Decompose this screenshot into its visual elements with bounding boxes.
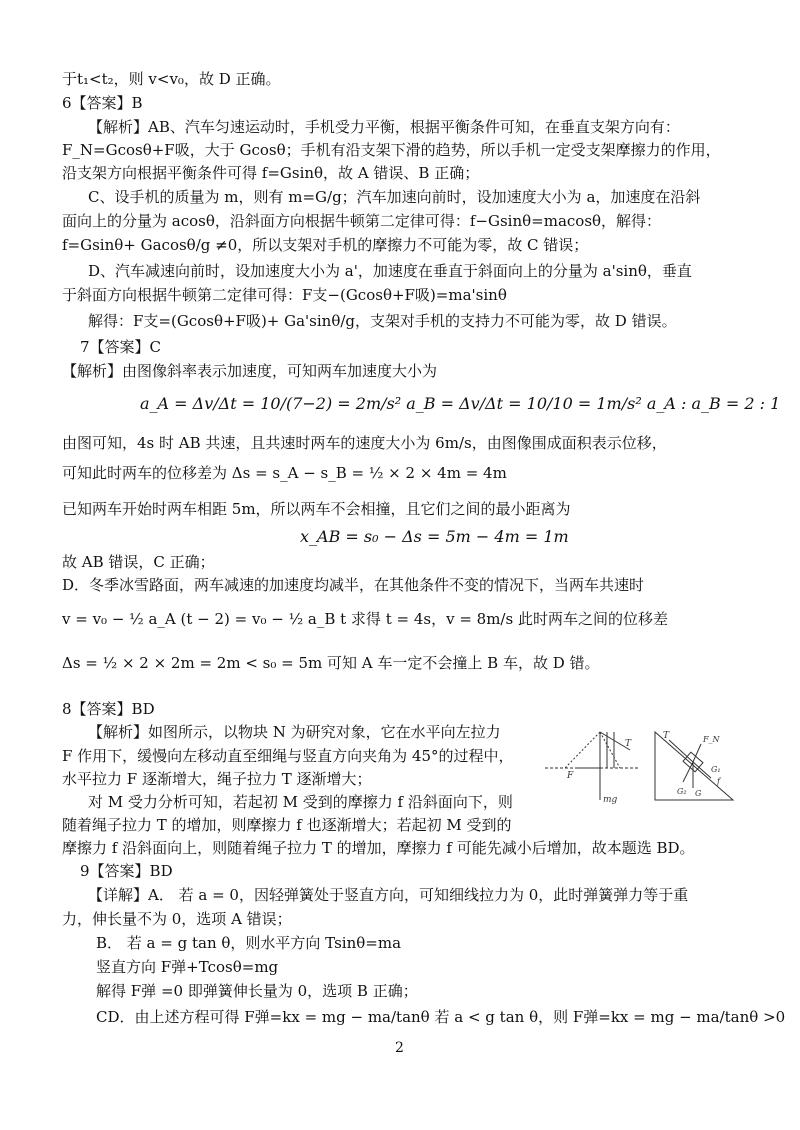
left-force-diagram — [545, 732, 640, 804]
text-line-9: 于斜面方向根据牛顿第二定律可得：F支−(Gcosθ+F吸)=ma'sinθ — [62, 286, 507, 304]
text-line-8: D、汽车减速向前时，设加速度大小为 a'，加速度在垂直于斜面向上的分量为 a'sinθ，垂直 — [88, 262, 692, 280]
text-line-25: 水平拉力 F 逐渐增大，绳子拉力 T 逐渐增大； — [62, 770, 372, 788]
text-line-30: 【详解】A． 若 a = 0，因轻弹簧处于竖直方向，可知细线拉力为 0，此时弹簧弹力等于重 — [88, 886, 689, 904]
equation-accelerations: a_A = Δv/Δt = 10/(7−2) = 2m/s² a_B = Δv/Δt = 10/10 = 1m/s² a_A : a_B = 2 : 1 — [140, 394, 781, 413]
label-mg: mg — [603, 795, 618, 804]
text-line-7: f=Gsinθ+ Gacosθ/g ≠0，所以支架对手机的摩擦力不可能为零，故 C 错误； — [62, 236, 589, 254]
label-G1: G₁ — [711, 765, 721, 774]
text-line-0: 于t₁<t₂，则 v<v₀，故 D 正确。 — [62, 70, 281, 88]
answer-7: 7【答案】C — [80, 338, 162, 356]
text-line-14: 由图可知，4s 时 AB 共速，且共速时两车的速度大小为 6m/s，由图像围成面积表示位移， — [62, 434, 667, 452]
answer-9: 9【答案】BD — [80, 862, 173, 880]
label-F: F — [567, 771, 574, 781]
text-line-2: 【解析】AB、汽车匀速运动时，手机受力平衡，根据平衡条件可知，在垂直支架方向有： — [88, 118, 680, 136]
answer-6: 6【答案】B — [62, 94, 143, 112]
text-line-6: 面向上的分量为 acosθ，沿斜面方向根据牛顿第二定律可得：f−Gsinθ=macosθ，解得： — [62, 212, 662, 230]
text-line-16: 已知两车开始时两车相距 5m，所以两车不会相撞，且它们之间的最小距离为 — [62, 500, 571, 518]
text-line-3: F_N=Gcosθ+F吸，大于 Gcosθ；手机有沿支架下滑的趋势，所以手机一定受支架摩擦力的作用， — [62, 141, 721, 159]
label-G2: G₂ — [677, 787, 687, 796]
text-line-15: 可知此时两车的位移差为 Δs = s_A − s_B = ½ × 2 × 4m = 4m — [62, 464, 507, 482]
text-line-34: 解得 F弹 =0 即弹簧伸长量为 0，选项 B 正确； — [96, 982, 418, 1000]
force-diagram-figure — [545, 722, 735, 804]
text-line-5: C、设手机的质量为 m，则有 m=G/g；汽车加速向前时，设加速度大小为 a，加速度在沿斜 — [88, 188, 701, 206]
text-line-18: 故 AB 错误，C 正确； — [62, 553, 215, 571]
label-f: f — [717, 777, 720, 786]
text-line-26: 对 M 受力分析可知，若起初 M 受到的摩擦力 f 沿斜面向下，则 — [88, 793, 513, 811]
label-G: G — [695, 789, 702, 798]
text-line-21: Δs = ½ × 2 × 2m = 2m < s₀ = 5m 可知 A 车一定不会撞上 B 车，故 D 错。 — [62, 654, 600, 672]
text-line-27: 随着绳子拉力 T 的增加，则摩擦力 f 也逐渐增大；若起初 M 受到的 — [62, 816, 512, 834]
text-line-19: D．冬季冰雪路面，两车减速的加速度均减半，在其他条件不变的情况下，当两车共速时 — [62, 576, 645, 594]
text-line-24: F 作用下，缓慢向左移动直至细绳与竖直方向夹角为 45°的过程中， — [62, 747, 514, 765]
text-line-32: B． 若 a = g tan θ，则水平方向 Tsinθ=ma — [96, 934, 402, 952]
text-line-35: CD．由上述方程可得 F弹=kx = mg − ma/tanθ 若 a < g tan θ，则 F弹=kx = mg − ma/tanθ >0 — [96, 1008, 786, 1026]
text-line-20: v = v₀ − ½ a_A (t − 2) = v₀ − ½ a_B t 求得 t = 4s，v = 8m/s 此时两车之间的位移差 — [62, 610, 668, 628]
text-line-23: 【解析】如图所示，以物块 N 为研究对象，它在水平向左拉力 — [88, 723, 501, 741]
answer-8: 8【答案】BD — [62, 700, 155, 718]
equation-xab: x_AB = s₀ − Δs = 5m − 4m = 1m — [300, 527, 569, 546]
text-line-28: 摩擦力 f 沿斜面向上，则随着绳子拉力 T 的增加，摩擦力 f 可能先减小后增加，故本题选 BD。 — [62, 839, 695, 857]
label-T-left: T — [625, 739, 632, 749]
label-T-right: T — [663, 731, 670, 741]
page-number: 2 — [395, 1040, 404, 1056]
right-force-diagram — [655, 731, 733, 800]
text-line-33: 竖直方向 F弹+Tcosθ=mg — [96, 958, 279, 976]
text-line-31: 力，伸长量不为 0，选项 A 错误； — [62, 910, 292, 928]
text-line-4: 沿支架方向根据平衡条件可得 f=Gsinθ，故 A 错误、B 正确； — [62, 164, 480, 182]
label-FN: F_N — [703, 735, 720, 744]
text-line-10: 解得：F支=(Gcosθ+F吸)+ Ga'sinθ/g，支架对手机的支持力不可能为零，故 D 错误。 — [88, 312, 677, 330]
text-line-12: 【解析】由图像斜率表示加速度，可知两车加速度大小为 — [62, 362, 438, 380]
